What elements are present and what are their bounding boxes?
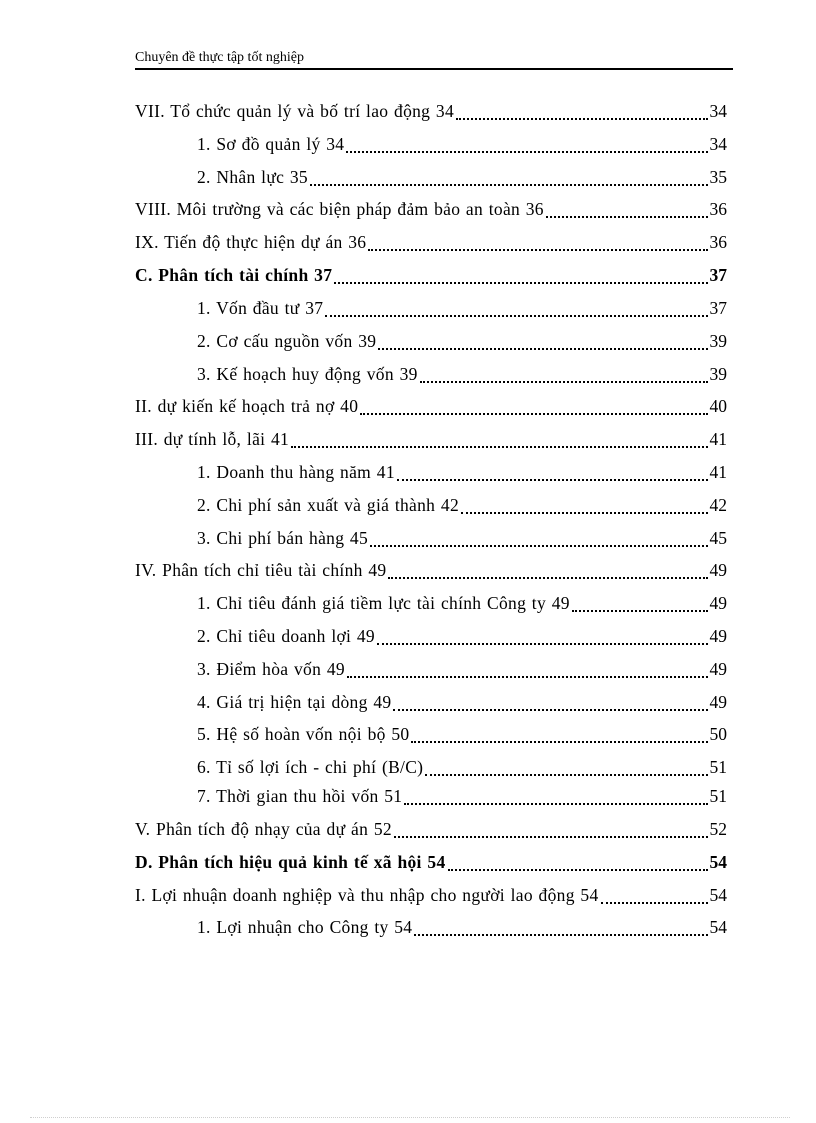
toc-dot-leader	[572, 610, 708, 612]
toc-dot-leader	[448, 869, 708, 871]
toc-entry[interactable]	[135, 390, 727, 423]
toc-entry[interactable]	[197, 325, 727, 358]
toc-page-number: 49	[709, 593, 727, 613]
toc-page-number: 34	[709, 101, 727, 121]
toc-entry-title: VIII. Môi trường và các biện pháp đảm bảo an toàn 36	[135, 199, 544, 219]
toc-entry[interactable]	[197, 489, 727, 522]
toc-dot-leader	[334, 282, 707, 284]
toc-entry[interactable]	[135, 846, 727, 879]
header-rule	[135, 68, 733, 70]
toc-entry[interactable]	[197, 161, 727, 194]
toc-entry-title: 2. Cơ cấu nguồn vốn 39	[197, 331, 377, 351]
toc-entry-title: II. dự kiến kế hoạch trả nợ 40	[135, 396, 359, 416]
toc-entry-title: 3. Kế hoạch huy động vốn 39	[197, 364, 418, 384]
toc-entry-title: 1. Chỉ tiêu đánh giá tiềm lực tài chính Công ty 49	[197, 593, 570, 613]
toc-entry[interactable]	[197, 522, 727, 555]
toc-dot-leader	[360, 413, 707, 415]
toc-page-number: 39	[709, 364, 727, 384]
toc-page-number: 37	[709, 298, 727, 318]
page-bottom-border	[30, 1117, 790, 1118]
toc-entry-title: IV. Phân tích chỉ tiêu tài chính 49	[135, 560, 387, 580]
toc-dot-leader	[368, 249, 707, 251]
toc-entry[interactable]	[197, 686, 727, 719]
toc-page-number: 49	[709, 560, 727, 580]
toc-dot-leader	[461, 512, 707, 514]
toc-entry[interactable]	[135, 95, 727, 128]
toc-dot-leader	[404, 803, 707, 805]
toc-entry-title: 5. Hệ số hoàn vốn nội bộ 50	[197, 724, 410, 744]
toc-dot-leader	[347, 676, 708, 678]
toc-entry-title: IX. Tiến độ thực hiện dự án 36	[135, 232, 367, 252]
toc-entry[interactable]	[135, 193, 727, 226]
toc-entry-title: 6. Tỉ số lợi ích - chi phí (B/C)	[197, 757, 424, 777]
page-header	[135, 49, 733, 67]
toc-entry[interactable]	[197, 653, 727, 686]
toc-entry[interactable]	[197, 620, 727, 653]
toc-dot-leader	[420, 381, 708, 383]
toc-entry[interactable]	[135, 554, 727, 587]
toc-dot-leader	[346, 151, 707, 153]
toc-entry-title: 4. Giá trị hiện tại dòng 49	[197, 692, 392, 712]
toc-dot-leader	[291, 446, 707, 448]
toc-entry-title: D. Phân tích hiệu quả kinh tế xã hội 54	[135, 852, 446, 872]
toc-entry[interactable]	[135, 423, 727, 456]
toc-dot-leader	[393, 709, 707, 711]
toc-entry[interactable]	[135, 879, 727, 912]
toc-entry-title: 1. Lợi nhuận cho Công ty 54	[197, 917, 413, 937]
toc-dot-leader	[378, 348, 707, 350]
toc-page-number: 39	[709, 331, 727, 351]
toc-dot-leader	[456, 118, 708, 120]
toc-dot-leader	[397, 479, 708, 481]
toc-entry-title: 3. Điểm hòa vốn 49	[197, 659, 345, 679]
toc-page-number: 41	[709, 429, 727, 449]
toc-entry-title: 3. Chi phí bán hàng 45	[197, 528, 369, 548]
toc-entry-title: I. Lợi nhuận doanh nghiệp và thu nhập cho người lao động 54	[135, 885, 599, 905]
toc-page-number: 54	[709, 852, 727, 872]
toc-entry-title: 2. Chỉ tiêu doanh lợi 49	[197, 626, 375, 646]
toc-dot-leader	[425, 774, 707, 776]
toc-entry[interactable]	[197, 456, 727, 489]
toc-entry[interactable]	[135, 226, 727, 259]
toc-page-number: 54	[709, 885, 727, 905]
toc-entry-title: 1. Doanh thu hàng năm 41	[197, 462, 395, 482]
toc-dot-leader	[601, 902, 708, 904]
toc-entry-title: 1. Sơ đồ quản lý 34	[197, 134, 345, 154]
toc-dot-leader	[310, 184, 708, 186]
toc-entry-title: VII. Tổ chức quản lý và bố trí lao động 34	[135, 101, 454, 121]
toc-entry-title: C. Phân tích tài chính 37	[135, 265, 333, 285]
toc-page-number: 51	[709, 786, 727, 806]
toc-entry[interactable]	[135, 259, 727, 292]
toc-entry-title: V. Phân tích độ nhạy của dự án 52	[135, 819, 392, 839]
toc-dot-leader	[411, 741, 707, 743]
toc-page-number: 36	[709, 232, 727, 252]
toc-page-number: 34	[709, 134, 727, 154]
toc-page-number: 49	[709, 692, 727, 712]
toc-page-number: 54	[709, 917, 727, 937]
toc-entry[interactable]	[135, 813, 727, 846]
toc-entry[interactable]	[197, 358, 727, 391]
toc-page-number: 36	[709, 199, 727, 219]
toc-dot-leader	[388, 577, 707, 579]
toc-entry[interactable]	[197, 911, 727, 944]
toc-page-number: 42	[709, 495, 727, 515]
toc-dot-leader	[370, 545, 707, 547]
toc-dot-leader	[377, 643, 708, 645]
toc-entry-title: 7. Thời gian thu hồi vốn 51	[197, 786, 403, 806]
toc-page-number: 49	[709, 626, 727, 646]
toc-page-number: 50	[709, 724, 727, 744]
toc-page-number: 35	[709, 167, 727, 187]
toc-entry-title: 2. Nhân lực 35	[197, 167, 308, 187]
toc-page-number: 40	[709, 396, 727, 416]
toc-entry[interactable]	[197, 587, 727, 620]
header-title: Chuyên đề thực tập tốt nghiệp	[135, 50, 304, 65]
toc-page-number: 51	[709, 757, 727, 777]
toc-page-number: 37	[709, 265, 727, 285]
toc-page-number: 45	[709, 528, 727, 548]
toc-dot-leader	[394, 836, 708, 838]
toc-dot-leader	[325, 315, 707, 317]
toc-entry[interactable]	[197, 292, 727, 325]
toc-entry[interactable]	[197, 128, 727, 161]
toc-entry[interactable]	[197, 780, 727, 813]
toc-entry-title: 1. Vốn đầu tư 37	[197, 298, 324, 318]
toc-dot-leader	[546, 216, 708, 218]
toc-page-number: 52	[709, 819, 727, 839]
toc-dot-leader	[414, 934, 707, 936]
toc-page-number: 41	[709, 462, 727, 482]
toc-entry-title: III. dự tính lỗ, lãi 41	[135, 429, 290, 449]
toc-page-number: 49	[709, 659, 727, 679]
toc-entry-title: 2. Chi phí sản xuất và giá thành 42	[197, 495, 460, 515]
toc-entry[interactable]	[197, 718, 727, 751]
